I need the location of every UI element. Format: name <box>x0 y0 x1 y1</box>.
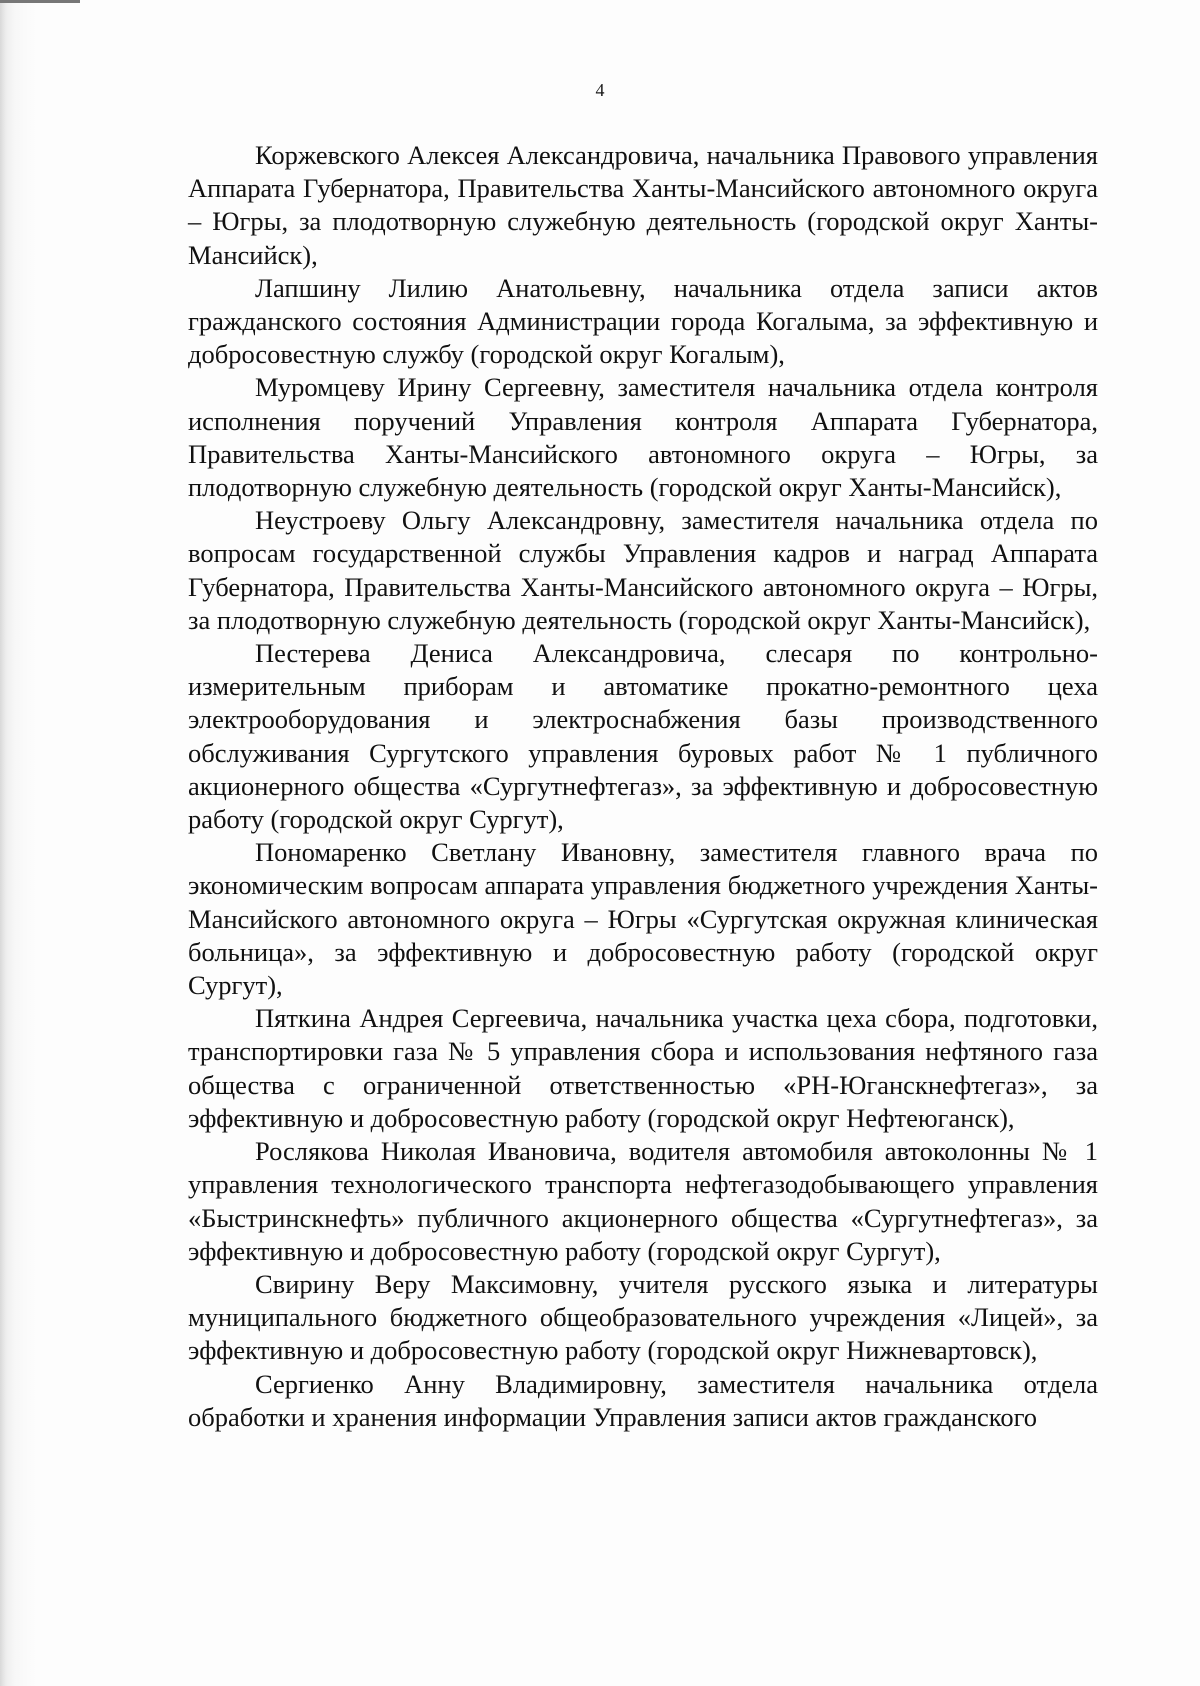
paragraph-svirina: Свирину Веру Максимовну, учителя русского языка и литературы муниципального бюджетного общеобразовательного учреждения «Лицей», за эффективную и добросовестную работу (городской округ Нижневартовск), <box>188 1268 1098 1366</box>
page-number: 4 <box>595 80 605 100</box>
paragraph-muromtseva: Муромцеву Ирину Сергеевну, заместителя начальника отдела контроля исполнения поручений Управления контроля Аппарата Губернатора, Правительства Ханты-Мансийского автономного округа – Югры, за плодотворную служебную деятельность (городской округ Ханты-Мансийск), <box>188 372 1098 503</box>
paragraph-korzhevsky: Коржевского Алексея Александровича, начальника Правового управления Аппарата Губернатора, Правительства Ханты-Мансийского автономного округа – Югры, за плодотворную служебную деятельность (городской округ Ханты-Мансийск), <box>188 140 1098 270</box>
paragraph-pyatkin: Пяткина Андрея Сергеевича, начальника участка цеха сбора, подготовки, транспортировки газа № 5 управления сбора и использования нефтяного газа общества с ограниченной ответственностью «РН-Юганскнефтегаз», за эффективную и добросовестную работу (городской округ Нефтеюганск), <box>188 1003 1098 1133</box>
paragraph-sergienko: Сергиенко Анну Владимировну, заместителя начальника отдела обработки и хранения информации Управления записи актов гражданского <box>188 1368 1098 1432</box>
document-body <box>188 139 1098 1434</box>
paragraph-lapshina: Лапшину Лилию Анатольевну, начальника отдела записи актов гражданского состояния Администрации города Когалыма, за эффективную и добросовестную службу (городской округ Когалым), <box>188 272 1098 370</box>
scan-edge-mark <box>0 0 80 3</box>
paragraph-neustroeva: Неустроеву Ольгу Александровну, заместителя начальника отдела по вопросам государственной службы Управления кадров и наград Аппарата Губернатора, Правительства Ханты-Мансийского автономного округа – Югры, за плодотворную служебную деятельность (городской округ Ханты-Мансийск), <box>188 505 1098 635</box>
paragraph-pesterev: Пестерева Дениса Александровича, слесаря по контрольно-измерительным приборам и автоматике прокатно-ремонтного цеха электрооборудования и электроснабжения базы производственного обслуживания Сургутского управления буровых работ № 1 публичного акционерного общества «Сургутнефтегаз», за эффективную и добросовестную работу (городской округ Сургут), <box>188 638 1098 835</box>
scan-edge-shadow <box>0 0 36 1686</box>
paragraph-roslyakov: Рослякова Николая Ивановича, водителя автомобиля автоколонны № 1 управления технологического транспорта нефтегазодобывающего управления «Быстринскнефть» публичного акционерного общества «Сургутнефтегаз», за эффективную и добросовестную работу (городской округ Сургут), <box>188 1136 1098 1266</box>
paragraph-ponomarenko: Пономаренко Светлану Ивановну, заместителя главного врача по экономическим вопросам аппарата управления бюджетного учреждения Ханты-Мансийского автономного округа – Югры «Сургутская окружная клиническая больница», за эффективную и добросовестную работу (городской округ Сургут), <box>188 837 1098 1001</box>
